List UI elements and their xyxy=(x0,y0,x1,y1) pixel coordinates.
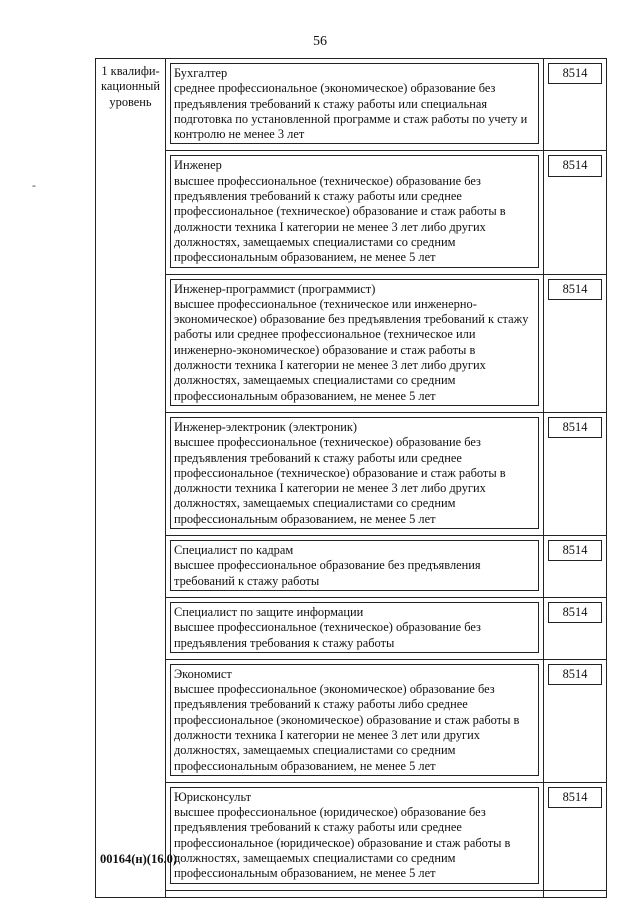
position-code: 8514 xyxy=(548,279,602,300)
position-requirements: высшее профессиональное (техническое) образование без предъявления требований к стажу работы или среднее профессиональное (техническое) образование и стаж работы в должности техника I категории не менее 3 лет либо других должностях, замещаемых специалистами со средним профессиональным образованием, не менее 5 лет xyxy=(174,173,506,265)
position-code: 8514 xyxy=(548,155,602,176)
position-title: Инженер-электроник (электроник) xyxy=(174,419,358,434)
position-code: 8514 xyxy=(548,787,602,808)
margin-mark: - xyxy=(32,178,36,192)
position-code: 8514 xyxy=(548,602,602,623)
empty-cell xyxy=(544,890,607,897)
code-cell xyxy=(544,274,607,412)
qualification-level-cell: 1 квалифи-кационный уровень xyxy=(96,59,166,898)
code-cell xyxy=(544,412,607,535)
position-title: Юрисконсульт xyxy=(174,789,252,804)
position-code: 8514 xyxy=(548,540,602,561)
code-cell xyxy=(544,659,607,782)
code-cell xyxy=(544,151,607,274)
position-cell xyxy=(166,782,544,890)
table-row xyxy=(96,412,607,535)
position-title: Бухгалтер xyxy=(174,66,228,80)
position-requirements: высшее профессиональное (техническое или инженерно-экономическое) образование без предъявления требований к стажу работы или среднее профессиональное (техническое или инженерно-экономическое) образование и стаж работы в должности техника I категории не менее 3 лет либо других должностях, замещаемых специалистами со средним профессиональным образованием, не менее 5 лет xyxy=(174,296,529,403)
position-title: Инженер-программист (программист) xyxy=(174,281,376,296)
table-row xyxy=(96,782,607,890)
position-code: 8514 xyxy=(548,63,602,84)
table-row xyxy=(96,536,607,598)
code-cell xyxy=(544,597,607,659)
position-title: Инженер xyxy=(174,158,222,173)
position-cell xyxy=(166,659,544,782)
position-cell xyxy=(166,274,544,412)
code-cell xyxy=(544,59,607,151)
position-cell xyxy=(166,151,544,274)
position-requirements: высшее профессиональное (юридическое) образование без предъявления требований к стажу работы или среднее профессиональное (юридическое) образование и стаж работы в должностях, замещаемых специалистами со средним профессиональным образованием, не менее 5 лет xyxy=(174,805,511,881)
position-requirements: высшее профессиональное (техническое) образование без предъявления требования к стажу работы xyxy=(174,620,481,650)
position-requirements: высшее профессиональное (техническое) образование без предъявления требований к стажу работы или среднее профессиональное (техническое) образование и стаж работы в должности техника I категории не менее 3 лет либо других должностях, замещаемых специалистами со средним профессиональным образованием, не менее 5 лет xyxy=(174,435,506,526)
position-title: Специалист по защите информации xyxy=(174,604,364,619)
position-code: 8514 xyxy=(548,664,602,685)
table-row xyxy=(96,151,607,274)
document-code: 00164(н)(16.0) xyxy=(100,852,177,866)
position-cell xyxy=(166,412,544,535)
code-cell xyxy=(544,782,607,890)
position-requirements: среднее профессиональное (экономическое) образование без предъявления требований к стажу работы или специальная подготовка по установленной программе и стаж работы по учету и контролю не менее 3 лет xyxy=(174,81,528,142)
table-row xyxy=(96,597,607,659)
page-number: 56 xyxy=(313,34,327,49)
table-bottom-row xyxy=(96,890,607,897)
position-cell xyxy=(166,59,544,151)
table-row xyxy=(96,59,607,151)
qualification-table xyxy=(95,58,607,898)
position-title: Специалист по кадрам xyxy=(174,543,294,558)
position-code: 8514 xyxy=(548,417,602,438)
position-requirements: высшее профессиональное (экономическое) образование без предъявления требований к стажу работы либо среднее профессиональное (экономическое) образование и стаж работы в должности техника I категории не менее 3 лет или других должностях, замещаемых специалистами со средним профессиональным образованием, не менее 5 лет xyxy=(174,682,520,773)
position-requirements: высшее профессиональное образование без предъявления требований к стажу работы xyxy=(174,558,481,588)
table-row xyxy=(96,659,607,782)
position-cell xyxy=(166,536,544,598)
position-title: Экономист xyxy=(174,666,232,681)
empty-cell xyxy=(166,890,544,897)
code-cell xyxy=(544,536,607,598)
position-cell xyxy=(166,597,544,659)
table-row xyxy=(96,274,607,412)
